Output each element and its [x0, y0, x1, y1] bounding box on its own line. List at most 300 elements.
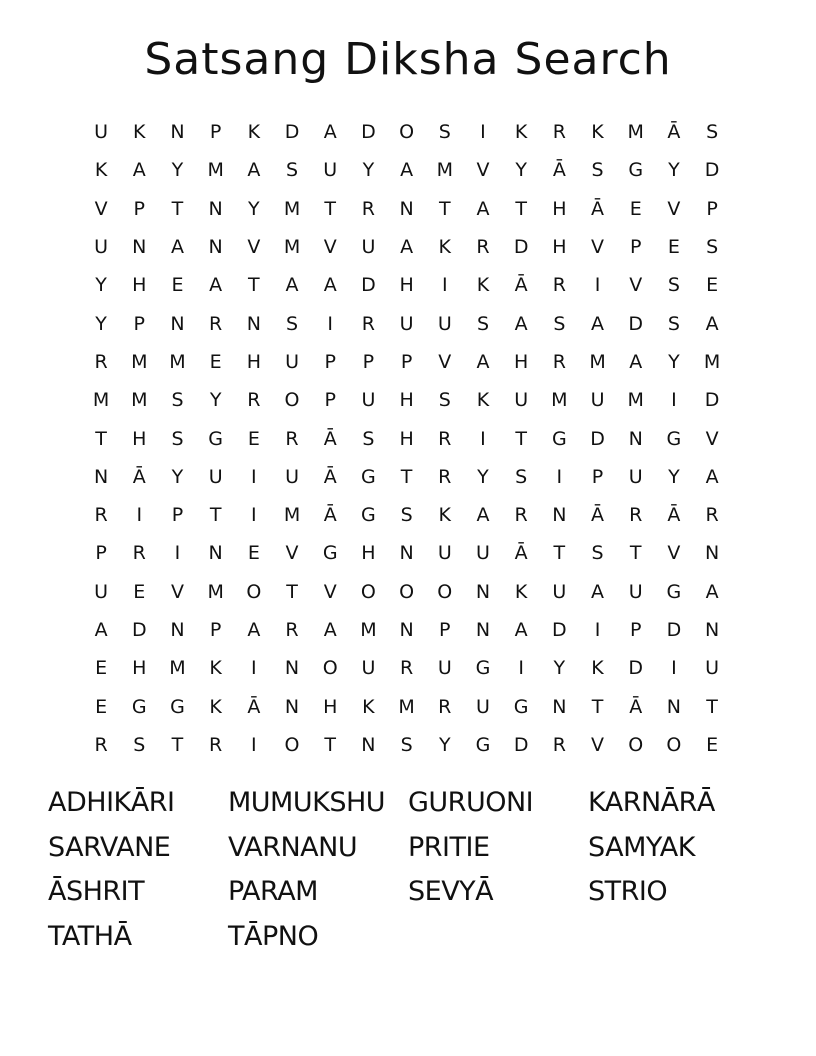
grid-cell[interactable]: N	[246, 312, 261, 335]
grid-cell[interactable]: D	[628, 657, 644, 680]
grid-cell[interactable]: T	[171, 197, 184, 220]
grid-cell[interactable]: A	[476, 350, 490, 373]
grid-cell[interactable]: A	[132, 159, 146, 182]
grid-cell[interactable]: I	[441, 274, 448, 297]
grid-cell[interactable]: S	[400, 733, 413, 756]
grid-cell[interactable]: M	[207, 159, 224, 182]
grid-cell[interactable]: H	[132, 657, 147, 680]
grid-cell[interactable]: N	[208, 197, 223, 220]
grid-cell[interactable]: R	[361, 312, 375, 335]
grid-cell[interactable]: P	[629, 236, 642, 259]
grid-cell[interactable]: N	[208, 236, 223, 259]
grid-cell[interactable]: G	[208, 427, 224, 450]
grid-cell[interactable]: M	[627, 389, 644, 412]
grid-cell[interactable]: T	[515, 197, 527, 220]
grid-cell[interactable]: U	[399, 312, 414, 335]
grid-cell[interactable]: K	[514, 580, 528, 603]
grid-cell[interactable]: O	[628, 733, 644, 756]
grid-cell[interactable]: M	[589, 350, 606, 373]
grid-cell[interactable]: R	[399, 657, 414, 680]
grid-cell[interactable]: U	[476, 695, 490, 718]
grid-cell[interactable]: T	[591, 695, 604, 718]
word-list-item: ADHIKĀRI	[48, 787, 175, 818]
grid-cell[interactable]: P	[171, 504, 184, 527]
grid-cell[interactable]: M	[169, 350, 186, 373]
grid-cell[interactable]: U	[208, 465, 223, 488]
grid-cell[interactable]: A	[591, 312, 605, 335]
grid-cell[interactable]: S	[133, 733, 146, 756]
grid-cell[interactable]: V	[476, 159, 490, 182]
grid-cell[interactable]: N	[93, 465, 109, 488]
word-list-item: TĀPNO	[228, 920, 319, 952]
grid-cell[interactable]: N	[704, 542, 720, 565]
word-list-item: GURUONI	[408, 787, 534, 818]
grid-cell[interactable]: I	[671, 657, 677, 680]
grid-cell[interactable]: A	[705, 465, 719, 488]
grid-cell[interactable]: O	[399, 121, 415, 144]
grid-cell[interactable]: R	[476, 236, 490, 259]
grid-cell[interactable]: U	[628, 580, 643, 603]
grid-cell[interactable]: R	[438, 427, 452, 450]
grid-cell[interactable]: Y	[209, 389, 222, 412]
grid-cell[interactable]: N	[170, 619, 185, 641]
grid-cell[interactable]: R	[94, 350, 108, 373]
grid-cell[interactable]: A	[705, 312, 719, 335]
grid-cell[interactable]: H	[514, 350, 529, 373]
grid-cell[interactable]: S	[171, 427, 184, 450]
grid-cell[interactable]: I	[671, 389, 677, 412]
grid-cell[interactable]: V	[591, 236, 605, 259]
grid-cell[interactable]: T	[171, 733, 184, 756]
grid-cell[interactable]: G	[131, 695, 147, 718]
grid-cell[interactable]: A	[170, 236, 184, 259]
grid-cell[interactable]: V	[667, 542, 681, 565]
grid-cell[interactable]: S	[476, 312, 489, 335]
grid-cell[interactable]: G	[551, 427, 567, 450]
grid-cell[interactable]: D	[704, 159, 720, 182]
grid-cell[interactable]: K	[591, 657, 604, 680]
grid-cell[interactable]: M	[398, 695, 415, 718]
grid-cell[interactable]: H	[552, 236, 567, 259]
grid-cell[interactable]: H	[361, 542, 376, 565]
grid-cell[interactable]: A	[591, 580, 605, 603]
grid-cell[interactable]: U	[361, 657, 376, 680]
grid-cell[interactable]: R	[552, 121, 566, 144]
grid-cell[interactable]: A	[705, 580, 719, 603]
grid-cell[interactable]: A	[209, 274, 223, 297]
grid-cell[interactable]: Y	[668, 350, 680, 373]
grid-cell[interactable]: D	[361, 121, 376, 144]
grid-cell[interactable]: Ā	[323, 504, 337, 527]
grid-cell[interactable]: N	[284, 657, 300, 680]
grid-cell[interactable]: M	[283, 236, 301, 259]
grid-cell[interactable]: R	[629, 504, 643, 527]
page-title: Satsang Diksha Search	[144, 34, 672, 85]
grid-cell[interactable]: K	[209, 657, 222, 680]
grid-cell[interactable]: D	[590, 427, 605, 450]
grid-cell[interactable]: O	[246, 580, 262, 603]
grid-cell[interactable]: Ā	[629, 695, 643, 718]
word-list-item: STRIO	[588, 876, 668, 907]
grid-cell[interactable]: K	[438, 504, 452, 527]
grid-cell[interactable]: T	[400, 465, 413, 488]
grid-cell[interactable]: V	[705, 427, 719, 450]
grid-cell[interactable]: N	[666, 695, 682, 718]
grid-cell[interactable]: V	[629, 274, 643, 297]
grid-cell[interactable]: Y	[438, 733, 451, 756]
grid-cell[interactable]: S	[667, 312, 680, 335]
grid-cell[interactable]: T	[706, 695, 718, 718]
grid-cell[interactable]: G	[361, 504, 376, 527]
grid-cell[interactable]: S	[706, 121, 719, 144]
grid-cell[interactable]: S	[438, 121, 451, 144]
grid-cell[interactable]: P	[324, 389, 336, 412]
grid-cell[interactable]: Y	[515, 159, 527, 182]
grid-cell[interactable]: Ā	[132, 465, 146, 488]
grid-cell[interactable]: U	[628, 465, 643, 488]
letter-grid	[82, 113, 731, 764]
grid-cell[interactable]: A	[323, 121, 337, 144]
grid-cell[interactable]: Y	[477, 465, 489, 488]
grid-cell[interactable]: U	[94, 580, 109, 603]
grid-cell[interactable]: R	[361, 197, 375, 220]
grid-cell[interactable]: A	[323, 274, 337, 297]
grid-cell[interactable]: R	[285, 427, 299, 450]
grid-cell[interactable]: D	[513, 236, 529, 259]
grid-cell[interactable]: U	[705, 657, 720, 680]
grid-cell[interactable]: V	[247, 236, 261, 259]
grid-cell[interactable]: A	[514, 619, 528, 641]
grid-cell[interactable]: G	[475, 657, 491, 680]
grid-cell[interactable]: T	[629, 542, 642, 565]
grid-cell[interactable]: P	[706, 197, 718, 220]
grid-cell[interactable]: N	[399, 197, 414, 220]
grid-cell[interactable]: E	[706, 274, 719, 297]
grid-cell[interactable]: P	[209, 121, 222, 144]
grid-cell[interactable]: U	[437, 542, 452, 565]
grid-cell[interactable]: I	[251, 504, 257, 527]
grid-cell[interactable]: R	[209, 733, 223, 756]
grid-cell[interactable]: U	[94, 236, 109, 259]
grid-cell[interactable]: N	[208, 542, 223, 565]
grid-cell[interactable]: I	[594, 274, 601, 297]
grid-cell[interactable]: S	[591, 542, 604, 565]
grid-cell[interactable]: Ā	[591, 197, 605, 220]
grid-cell[interactable]: I	[251, 733, 257, 756]
grid-cell[interactable]: A	[247, 159, 261, 182]
grid-cell[interactable]: I	[136, 504, 143, 527]
word-list-item: TATHĀ	[48, 920, 132, 952]
grid-cell[interactable]: R	[438, 465, 452, 488]
grid-cell[interactable]: R	[209, 312, 223, 335]
grid-cell[interactable]: R	[552, 350, 566, 373]
grid-cell[interactable]: M	[131, 350, 148, 373]
grid-cell[interactable]: K	[133, 121, 146, 144]
grid-cell[interactable]: K	[247, 121, 261, 144]
grid-cell[interactable]: H	[132, 427, 147, 450]
grid-cell[interactable]: V	[323, 580, 337, 603]
grid-cell[interactable]: O	[284, 733, 300, 756]
grid-cell[interactable]: S	[667, 274, 680, 297]
word-list-item: MUMUKSHU	[228, 787, 386, 818]
grid-cell[interactable]: A	[94, 619, 108, 641]
grid-cell[interactable]: V	[323, 236, 337, 259]
grid-cell[interactable]: I	[518, 657, 524, 680]
grid-cell[interactable]: M	[92, 389, 110, 412]
grid-cell[interactable]: S	[286, 312, 299, 335]
grid-cell[interactable]: M	[360, 619, 377, 641]
grid-cell[interactable]: R	[705, 504, 719, 527]
grid-cell[interactable]: S	[553, 312, 566, 335]
grid-cell[interactable]: K	[362, 695, 375, 718]
grid-cell[interactable]: A	[476, 504, 490, 527]
grid-cell[interactable]: R	[94, 733, 108, 756]
grid-cell[interactable]: U	[514, 389, 529, 412]
grid-cell[interactable]: Ā	[514, 542, 528, 565]
grid-cell[interactable]: Y	[95, 274, 107, 297]
grid-cell[interactable]: E	[667, 236, 680, 259]
grid-cell[interactable]: N	[170, 312, 185, 335]
grid-cell[interactable]: M	[551, 389, 568, 412]
grid-cell[interactable]: N	[170, 121, 185, 144]
grid-cell[interactable]: Y	[668, 159, 680, 182]
grid-cell[interactable]: H	[552, 197, 567, 220]
grid-cell[interactable]: V	[667, 197, 681, 220]
grid-cell[interactable]: Ā	[667, 121, 681, 144]
grid-cell[interactable]: Ā	[247, 695, 261, 718]
grid-cell[interactable]: N	[399, 619, 414, 641]
grid-cell[interactable]: I	[251, 657, 257, 680]
grid-cell[interactable]: G	[170, 695, 185, 718]
grid-cell[interactable]: Y	[668, 465, 680, 488]
grid-cell[interactable]: A	[400, 236, 414, 259]
grid-cell[interactable]: I	[480, 121, 486, 144]
grid-cell[interactable]: U	[476, 542, 490, 565]
grid-cell[interactable]: Y	[171, 465, 184, 488]
grid-cell[interactable]: K	[94, 159, 108, 182]
grid-cell[interactable]: T	[515, 427, 527, 450]
grid-cell[interactable]: O	[399, 580, 415, 603]
grid-cell[interactable]: T	[248, 274, 260, 297]
grid-cell[interactable]: T	[209, 504, 222, 527]
grid-cell[interactable]: P	[591, 465, 604, 488]
grid-cell[interactable]: M	[627, 121, 644, 144]
grid-cell[interactable]: I	[556, 465, 563, 488]
grid-cell[interactable]: I	[480, 427, 486, 450]
grid-cell[interactable]: P	[629, 619, 642, 641]
grid-cell[interactable]: D	[284, 121, 300, 144]
grid-cell[interactable]: G	[513, 695, 529, 718]
grid-cell[interactable]: M	[283, 504, 301, 527]
grid-cell[interactable]: R	[94, 504, 108, 527]
grid-cell[interactable]: Y	[171, 159, 184, 182]
grid-cell[interactable]: Ā	[591, 504, 605, 527]
grid-cell[interactable]: A	[629, 350, 643, 373]
grid-cell[interactable]: M	[703, 350, 721, 373]
grid-cell[interactable]: Ā	[667, 504, 681, 527]
grid-cell[interactable]: U	[94, 121, 109, 144]
grid-cell[interactable]: U	[285, 465, 299, 488]
grid-cell[interactable]: S	[362, 427, 375, 450]
grid-cell[interactable]: P	[439, 619, 451, 641]
grid-cell[interactable]: O	[284, 389, 300, 412]
grid-cell[interactable]: K	[476, 389, 490, 412]
grid-cell[interactable]: G	[666, 427, 682, 450]
grid-cell[interactable]: U	[437, 657, 452, 680]
grid-cell[interactable]: N	[628, 427, 643, 450]
grid-cell[interactable]: K	[476, 274, 490, 297]
grid-cell[interactable]: P	[95, 542, 107, 565]
grid-cell[interactable]: N	[361, 733, 376, 756]
grid-cell[interactable]: S	[400, 504, 413, 527]
grid-cell[interactable]: H	[323, 695, 338, 718]
grid-cell[interactable]: T	[438, 197, 451, 220]
grid-cell[interactable]: Ā	[514, 274, 528, 297]
grid-cell[interactable]: P	[133, 312, 146, 335]
word-list-item: SAMYAK	[588, 831, 695, 863]
grid-cell[interactable]: V	[170, 580, 184, 603]
grid-cell[interactable]: E	[133, 580, 146, 603]
grid-cell[interactable]: T	[95, 427, 107, 450]
grid-cell[interactable]: I	[327, 312, 334, 335]
grid-cell[interactable]: N	[475, 619, 491, 641]
word-list-item: SARVANE	[48, 831, 171, 863]
grid-cell[interactable]: P	[324, 350, 336, 373]
grid-cell[interactable]: I	[251, 465, 257, 488]
grid-cell[interactable]: K	[438, 236, 452, 259]
grid-cell[interactable]: R	[438, 695, 452, 718]
grid-cell[interactable]: U	[361, 236, 376, 259]
grid-cell[interactable]: U	[590, 389, 605, 412]
grid-cell[interactable]: O	[437, 580, 453, 603]
grid-cell[interactable]: H	[399, 274, 414, 297]
grid-cell[interactable]: U	[323, 159, 338, 182]
grid-cell[interactable]: D	[513, 733, 529, 756]
grid-cell[interactable]: M	[207, 580, 224, 603]
grid-cell[interactable]: R	[552, 274, 566, 297]
grid-cell[interactable]: A	[285, 274, 299, 297]
grid-cell[interactable]: I	[174, 542, 181, 565]
grid-cell[interactable]: R	[552, 733, 566, 756]
word-list-item: VARNANU	[228, 831, 358, 863]
grid-cell[interactable]: A	[323, 619, 337, 641]
grid-cell[interactable]: Ā	[323, 427, 337, 450]
grid-cell[interactable]: N	[399, 542, 414, 565]
grid-cell[interactable]: N	[132, 236, 147, 259]
grid-cell[interactable]: E	[171, 274, 184, 297]
grid-cell[interactable]: V	[591, 733, 605, 756]
grid-cell[interactable]: E	[247, 542, 260, 565]
grid-cell[interactable]: R	[247, 389, 261, 412]
grid-cell[interactable]: E	[209, 350, 222, 373]
grid-cell[interactable]: A	[400, 159, 414, 182]
grid-cell[interactable]: D	[628, 312, 644, 335]
grid-cell[interactable]: S	[591, 159, 604, 182]
grid-cell[interactable]: N	[475, 580, 491, 603]
grid-cell[interactable]: S	[286, 159, 299, 182]
grid-cell[interactable]: M	[169, 657, 186, 680]
grid-cell[interactable]: K	[514, 121, 528, 144]
grid-cell[interactable]: D	[552, 619, 567, 641]
grid-cell[interactable]: T	[324, 733, 337, 756]
grid-cell[interactable]: H	[399, 427, 414, 450]
grid-cell[interactable]: N	[704, 619, 720, 641]
grid-cell[interactable]: P	[362, 350, 375, 373]
grid-cell[interactable]: G	[628, 159, 644, 182]
grid-cell[interactable]: E	[629, 197, 642, 220]
grid-cell[interactable]: V	[438, 350, 452, 373]
grid-cell[interactable]: N	[552, 504, 567, 527]
grid-cell[interactable]: P	[209, 619, 222, 641]
grid-cell[interactable]: D	[131, 619, 147, 641]
grid-cell[interactable]: E	[95, 657, 108, 680]
grid-cell[interactable]: I	[594, 619, 601, 641]
grid-cell[interactable]: O	[360, 580, 376, 603]
grid-cell[interactable]: A	[247, 619, 261, 641]
grid-cell[interactable]: E	[95, 695, 108, 718]
grid-cell[interactable]: E	[247, 427, 260, 450]
grid-cell[interactable]: K	[209, 695, 222, 718]
grid-cell[interactable]: M	[436, 159, 453, 182]
grid-cell[interactable]: T	[324, 197, 337, 220]
grid-cell[interactable]: N	[284, 695, 300, 718]
grid-cell[interactable]: Ā	[323, 465, 337, 488]
grid-cell[interactable]: G	[361, 465, 376, 488]
grid-cell[interactable]: M	[283, 197, 301, 220]
grid-cell[interactable]: T	[286, 580, 298, 603]
grid-cell[interactable]: Y	[553, 657, 566, 680]
grid-cell[interactable]: Y	[248, 197, 260, 220]
grid-cell[interactable]: G	[475, 733, 491, 756]
grid-cell[interactable]: N	[552, 695, 567, 718]
grid-cell[interactable]: S	[706, 236, 719, 259]
grid-cell[interactable]: H	[246, 350, 261, 373]
grid-cell[interactable]: U	[361, 389, 376, 412]
grid-cell[interactable]: H	[399, 389, 414, 412]
grid-cell[interactable]: H	[132, 274, 147, 297]
grid-cell[interactable]: M	[131, 389, 148, 412]
grid-cell[interactable]: A	[476, 197, 490, 220]
grid-cell[interactable]: E	[706, 733, 719, 756]
grid-cell[interactable]: O	[322, 657, 338, 680]
grid-cell[interactable]: R	[285, 619, 299, 641]
grid-cell[interactable]: O	[666, 733, 682, 756]
grid-cell[interactable]: G	[322, 542, 338, 565]
grid-cell[interactable]: R	[514, 504, 528, 527]
grid-cell[interactable]: T	[553, 542, 566, 565]
grid-cell[interactable]: D	[704, 389, 720, 412]
grid-cell[interactable]: U	[552, 580, 567, 603]
grid-cell[interactable]: V	[94, 197, 108, 220]
grid-cell[interactable]: S	[515, 465, 528, 488]
grid-cell[interactable]: U	[437, 312, 452, 335]
grid-cell[interactable]: D	[361, 274, 376, 297]
grid-cell[interactable]: S	[438, 389, 451, 412]
grid-cell[interactable]: P	[400, 350, 413, 373]
grid-cell[interactable]: Ā	[552, 159, 566, 182]
grid-cell[interactable]: Y	[95, 312, 107, 335]
grid-cell[interactable]: R	[132, 542, 146, 565]
grid-cell[interactable]: A	[514, 312, 528, 335]
grid-cell[interactable]: K	[591, 121, 604, 144]
grid-cell[interactable]: P	[133, 197, 146, 220]
grid-cell[interactable]: G	[666, 580, 682, 603]
grid-cell[interactable]: V	[285, 542, 299, 565]
grid-cell[interactable]: S	[171, 389, 184, 412]
grid-cell[interactable]: D	[666, 619, 682, 641]
grid-cell[interactable]: Y	[362, 159, 375, 182]
grid-cell[interactable]: U	[285, 350, 299, 373]
